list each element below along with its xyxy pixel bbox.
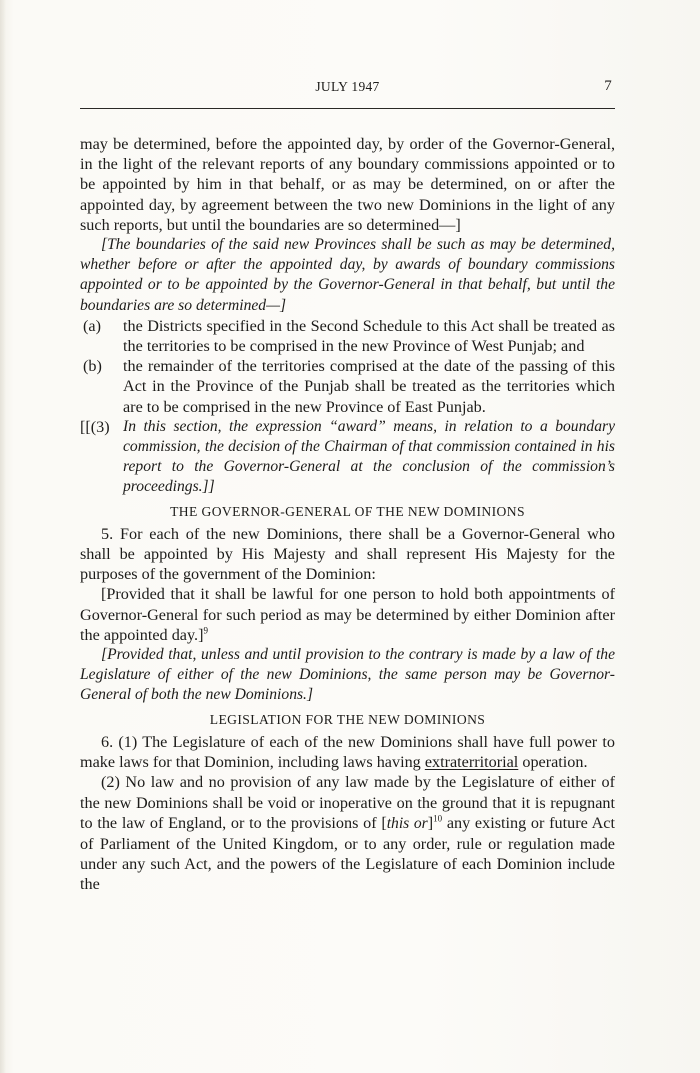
section-6-1-text-start: 6. (1) The Legislature of each of the new Dominions shall have full power to make laws for that Dominion, including laws having: [80, 732, 615, 772]
clause-a-marker: (a): [83, 316, 101, 335]
clause-a: [80, 316, 615, 356]
proviso-2-paragraph: [Provided that, unless and until provision to the contrary is made by a law of the Legislature of either of the new Dominions, the same person may be Governor-General of both the new Dominions.]: [80, 646, 615, 704]
clause-b-marker: (b): [83, 357, 102, 376]
page-body: [80, 134, 615, 895]
section-heading-legislation: LEGISLATION FOR THE NEW DOMINIONS: [209, 711, 486, 727]
footnote-ref-9: 9: [203, 625, 208, 636]
page-number: 7: [604, 78, 612, 94]
clause-b: [80, 356, 615, 417]
underlined-term-extraterritorial: extraterritorial: [424, 753, 519, 772]
clause-a-text: the Districts specified in the Second Schedule to this Act shall be treated as the territories to be comprised in the new Province of West Punjab; and: [123, 316, 615, 356]
section-6-2-bracket-close: ]: [427, 813, 434, 832]
proviso-1-paragraph: [80, 584, 615, 645]
page-edge-shadow: [0, 0, 6, 1073]
header-rule: [80, 108, 615, 109]
section-6-2-italic-insert: this or: [386, 814, 428, 832]
section-6-2-text-start: (2) No law and no provision of any law made by the Legislature of either of the new Dominions shall be void or inoperative on the ground that it is repugnant to the law of England, or to the provisions of [: [80, 773, 615, 832]
subsection-3-text: In this section, the expression “award” means, in relation to a boundary commission, the decision of the Chairman of that commission contained in his report to the Governor-General at the conclusion of the commission’s proceedings.]]: [123, 417, 615, 496]
section-6-1-paragraph: [80, 732, 615, 772]
section-6-1-text-end: operation.: [518, 753, 588, 772]
running-header-title: JULY 1947: [315, 79, 380, 94]
continued-paragraph: may be determined, before the appointed day, by order of the Governor-General, in the light of the relevant reports of any boundary commissions appointed or to be appointed by him in that behalf, or as may be determined, on or after the appointed day, by agreement between the two new Dominions in the light of any such reports, but until the boundaries are so determined—]: [80, 135, 615, 234]
running-header: [80, 79, 615, 99]
subsection-3-marker: [[(3): [80, 417, 110, 436]
proviso-1-text: [Provided that it shall be lawful for one person to hold both appointments of Governor-General for such period as may be determined by either Dominion after the appointed day.]: [80, 585, 615, 644]
clause-b-text: the remainder of the territories comprised at the date of the passing of this Act in the Province of the Punjab shall be treated as the territories which are to be comprised in the new Province of East Punjab.: [123, 357, 615, 416]
subsection-3: [80, 417, 615, 498]
bracketed-italic-paragraph: [The boundaries of the said new Provinces shall be such as may be determined, whether before or after the appointed day, by awards of boundary commissions appointed or to be appointed by the Governor-General in that behalf, but until the boundaries are so determined—]: [80, 236, 615, 314]
footnote-ref-10: 10: [433, 813, 443, 824]
section-5-paragraph: 5. For each of the new Dominions, there shall be a Governor-General who shall be appointed by His Majesty and shall represent His Majesty for the purposes of the government of the Dominion:: [80, 524, 615, 584]
section-6-2-paragraph: [80, 772, 615, 894]
section-6-2-text-end: any existing or future Act of Parliament of the United Kingdom, or to any order, rule or regulation made under any such Act, and the powers of the Legislature of each Dominion include the: [80, 813, 615, 894]
section-heading-governor-general: THE GOVERNOR-GENERAL OF THE NEW DOMINIONS: [170, 503, 525, 519]
